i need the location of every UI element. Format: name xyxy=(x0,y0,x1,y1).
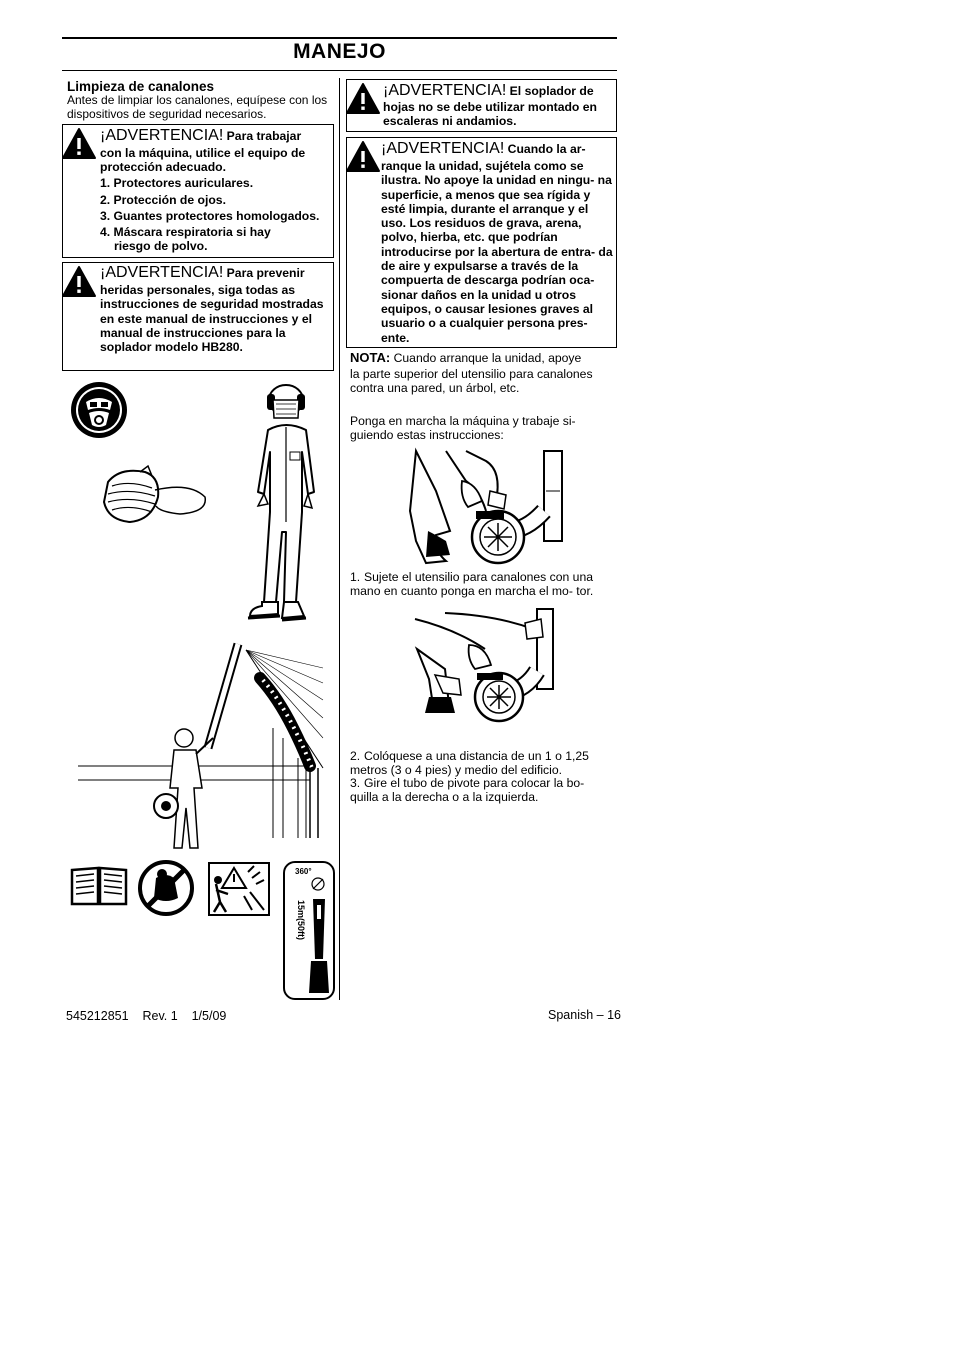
section-intro: Antes de limpiar los canalones, equípese con los dispositivos de seguridad necesarios. xyxy=(67,93,328,121)
step-number: 2. xyxy=(350,749,361,763)
warning-box-starting xyxy=(346,137,617,348)
warning-triangle-icon xyxy=(346,140,380,174)
warning-label: ¡ADVERTENCIA! xyxy=(381,140,505,157)
note-text-first: Cuando arranque la unidad, apoye xyxy=(393,351,582,365)
warning-label: ¡ADVERTENCIA! xyxy=(383,82,507,99)
warning-text: ranque la unidad, sujétela como se ilustra. No apoye la unidad en ningu- na superficie, a menos que sea rígida y esté limpia, durante el arranque y el uso. Los residuos de grava, arena, polvo, hierba, etc. que podrían introducirse por la abertura de entra- da de aire y expulsarse a través de la compuerta de descarga podrían oca- sionar daños en la unidad u otros equipos, o causar lesiones graves al usuario o a cualquier persona pres- ente. xyxy=(381,159,613,345)
warning-text-first: El soplador de xyxy=(509,84,594,98)
holding-tube-illustration xyxy=(415,609,560,724)
note-text: la parte superior del utensilio para canalones contra una pared, un árbol, etc. xyxy=(350,367,593,395)
page-number: Spanish – 16 xyxy=(548,1008,621,1022)
warning-text-first: Para prevenir xyxy=(226,266,305,280)
step-2 xyxy=(350,749,612,777)
warning-triangle-icon xyxy=(62,127,96,161)
doc-date: 1/5/09 xyxy=(191,1009,227,1023)
list-item: 1. Protectores auriculares. xyxy=(100,176,254,190)
step-number: 1. xyxy=(350,570,361,584)
warning-triangle-icon xyxy=(346,82,380,116)
blower-tube-icon xyxy=(307,899,331,999)
respirator-mask-icon xyxy=(69,380,129,440)
column-divider xyxy=(339,78,340,1000)
safety-distance-icon xyxy=(283,861,335,1000)
warning-label: ¡ADVERTENCIA! xyxy=(100,264,224,281)
section-title: Limpieza de canalones xyxy=(67,79,215,94)
warning-box-protection xyxy=(62,124,334,258)
page-title: MANEJO xyxy=(293,40,386,63)
warning-box-instructions xyxy=(62,262,334,371)
starting-blower-illustration xyxy=(406,451,566,566)
distance-label: 15m(50ft) xyxy=(296,900,306,941)
read-manual-icon xyxy=(70,864,128,908)
no-person-icon xyxy=(311,877,325,891)
warning-text: con la máquina, utilice el equipo de protección adecuado. xyxy=(100,146,306,175)
list-item: 4. Máscara respiratoria si hay xyxy=(100,224,271,239)
list-item: 2. Protección de ojos. xyxy=(100,192,226,207)
header-top-rule xyxy=(62,37,617,39)
warning-text: heridas personales, siga todas as instrucciones de seguridad mostradas en este manual de instrucciones y el manual de instrucciones para la soplador modelo HB280. xyxy=(100,283,324,355)
warning-text-first: Cuando la ar- xyxy=(507,142,586,156)
step-3 xyxy=(350,776,612,804)
angle-label: 360° xyxy=(295,867,312,876)
gutter-cleaning-illustration xyxy=(78,638,328,853)
warning-text: hojas no se debe utilizar montado en escaleras ni andamios. xyxy=(383,100,597,129)
dust-mask-illustration xyxy=(100,462,215,527)
note-label: NOTA: xyxy=(350,350,391,365)
step-1 xyxy=(350,570,612,598)
warning-text-first: Para trabajar xyxy=(226,129,302,143)
list-item: 3. Guantes protectores homologados. xyxy=(100,209,320,223)
step-text: Sujete el utensilio para canalones con una mano en cuanto ponga en marcha el mo- tor. xyxy=(350,570,594,598)
step-text: Gire el tubo de pivote para colocar la bo- quilla a la derecha o a la izquierda. xyxy=(350,776,585,804)
warning-triangle-icon xyxy=(62,265,96,299)
start-instructions: Ponga en marcha la máquina y trabaje si- guiendo estas instrucciones: xyxy=(350,414,576,442)
header-bottom-rule xyxy=(62,70,617,71)
step-number: 3. xyxy=(350,776,361,790)
warning-label: ¡ADVERTENCIA! xyxy=(100,127,224,144)
doc-number: 545212851 xyxy=(66,1009,129,1023)
no-bystanders-icon xyxy=(138,860,194,916)
debris-warning-icon xyxy=(208,862,270,916)
step-text: Colóquese a una distancia de un 1 o 1,25 metros (3 o 4 pies) y medio del edificio. xyxy=(350,749,589,777)
protection-list xyxy=(100,175,336,253)
list-item: riesgo de polvo. xyxy=(114,238,208,253)
protective-gear-worker-illustration xyxy=(238,382,338,632)
revision: Rev. 1 xyxy=(142,1009,178,1023)
warning-box-ladders xyxy=(346,79,617,132)
